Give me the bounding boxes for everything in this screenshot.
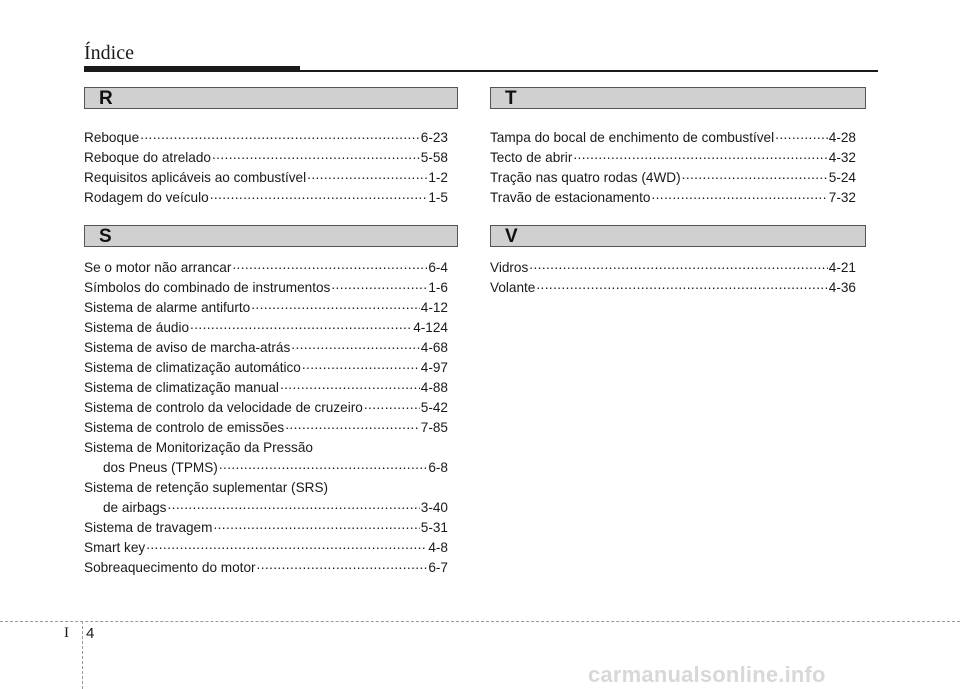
index-entry [84,188,448,208]
index-entry [490,148,856,168]
index-entry [490,188,856,208]
index-entry-label: Sistema de áudio [84,320,190,335]
index-entry-page: 4-68 [420,340,448,355]
index-entry-page: 1-6 [428,280,448,295]
dot-leader [536,278,827,292]
dot-leader [573,148,827,162]
dot-leader [140,128,420,142]
page-title: Índice [84,42,134,64]
dot-leader [331,278,427,292]
dot-leader [651,188,827,202]
dot-leader [775,128,828,142]
section-letter: V [505,226,518,247]
index-entry-label: Sistema de climatização automático [84,360,301,375]
dot-leader [251,298,420,312]
index-entry-label: Sistema de climatização manual [84,380,279,395]
dot-leader [212,148,420,162]
header-rule-thick [84,66,300,72]
index-entry-label: Volante [490,280,536,295]
index-entry-page: 4-28 [828,130,856,145]
index-entry-page: 6-23 [420,130,448,145]
section-header-r [84,87,458,109]
footer-rule [0,621,960,622]
index-entry-label: Sistema de controlo de emissões [84,420,285,435]
index-entry-label: Sistema de aviso de marcha-atrás [84,340,291,355]
index-entry-label: Sistema de controlo da velocidade de cruzeiro [84,400,363,415]
index-entry-page: 4-97 [420,360,448,375]
section-letter: S [99,226,112,247]
index-entry-page: 6-7 [428,560,448,575]
index-entry [84,128,448,148]
dot-leader [291,338,420,352]
index-entry-page: 6-4 [428,260,448,275]
index-entry [490,128,856,148]
index-entry-label: Tração nas quatro rodas (4WD) [490,170,681,185]
index-entry [84,558,448,578]
section-header-t [490,87,866,109]
index-entry-page: 4-88 [420,380,448,395]
index-entry-continuation [84,458,448,478]
dot-leader [285,418,420,432]
index-entry-label: Smart key [84,540,146,555]
index-entry-page: 4-124 [413,320,448,335]
index-entry-label-continued: dos Pneus (TPMS) [103,460,218,475]
index-entry [84,148,448,168]
index-entry [84,258,448,278]
dot-leader [219,458,428,472]
index-entry-label: Reboque do atrelado [84,150,211,165]
index-entry-label: Símbolos do combinado de instrumentos [84,280,331,295]
index-entry-label: Sistema de travagem [84,520,213,535]
index-entry [84,358,448,378]
index-entry-label: Sistema de alarme antifurto [84,300,251,315]
dot-leader [232,258,427,272]
index-entry-label: Se o motor não arrancar [84,260,232,275]
page-number-value: 4 [86,625,95,642]
index-entry-page: 4-8 [428,540,448,555]
index-entry [84,278,448,298]
index-entry-label: Tampa do bocal de enchimento de combustível [490,130,775,145]
index-entry-label: Sistema de retenção suplementar (SRS) [84,480,329,495]
index-entry [490,278,856,298]
index-entry-page: 5-42 [420,400,448,415]
index-list-t [490,128,856,208]
section-letter: T [505,88,517,109]
index-entry-page: 5-58 [420,150,448,165]
index-entry-page: 4-21 [828,260,856,275]
index-entry [84,378,448,398]
dot-leader [529,258,827,272]
index-entry-page: 4-36 [828,280,856,295]
index-entry [84,418,448,438]
index-entry [84,538,448,558]
header-rule-thin [300,70,878,72]
index-entry-label: Sistema de Monitorização da Pressão [84,440,313,455]
section-header-v [490,225,866,247]
footer-divider [82,621,83,689]
index-entry [490,258,856,278]
index-entry [490,168,856,188]
index-entry-page: 1-2 [428,170,448,185]
index-list-r [84,128,448,208]
dot-leader [167,498,419,512]
section-letter: R [99,88,113,109]
index-entry-page: 4-12 [420,300,448,315]
index-entry [84,298,448,318]
index-entry-continuation [84,498,448,518]
index-entry-page: 1-5 [428,190,448,205]
index-entry [84,318,448,338]
index-entry [84,338,448,358]
index-entry-label: Tecto de abrir [490,150,573,165]
index-entry-label: Travão de estacionamento [490,190,651,205]
index-entry-label: Reboque [84,130,140,145]
dot-leader [307,168,427,182]
index-entry-label: Rodagem do veículo [84,190,209,205]
index-entry-page: 5-31 [420,520,448,535]
index-entry-page: 6-8 [428,460,448,475]
index-entry [84,168,448,188]
index-entry [84,398,448,418]
index-entry-page: 3-40 [420,500,448,515]
dot-leader [190,318,412,332]
index-entry-label: Sobreaquecimento do motor [84,560,256,575]
index-entry-page: 7-32 [828,190,856,205]
watermark: carmanualsonline.info [588,662,826,687]
index-entry-label-continued: de airbags [103,500,167,515]
index-entry [84,518,448,538]
dot-leader [257,558,428,572]
index-entry [84,478,448,518]
dot-leader [213,518,419,532]
index-list-s [84,258,448,578]
index-entry-page: 5-24 [828,170,856,185]
section-header-s [84,225,458,247]
dot-leader [146,538,427,552]
index-entry [84,438,448,478]
index-entry-page: 7-85 [420,420,448,435]
dot-leader [364,398,420,412]
index-list-v [490,258,856,298]
dot-leader [210,188,428,202]
dot-leader [682,168,828,182]
dot-leader [302,358,420,372]
section-roman: I [64,625,69,641]
page-number [64,625,95,642]
index-entry-label: Requisitos aplicáveis ao combustível [84,170,307,185]
dot-leader [280,378,420,392]
index-entry-page: 4-32 [828,150,856,165]
index-entry-label: Vidros [490,260,529,275]
